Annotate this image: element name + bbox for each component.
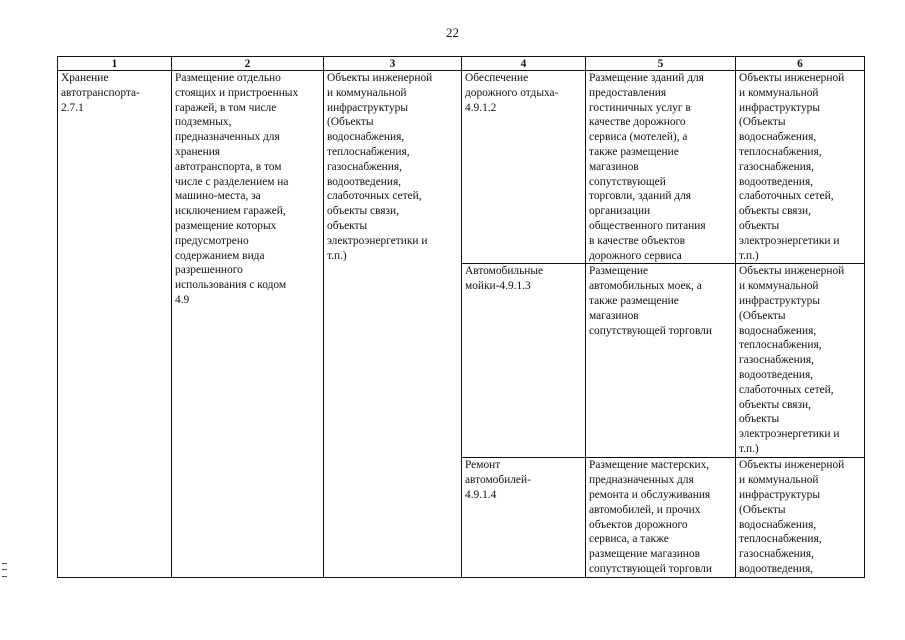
column-header-1: 1 <box>58 57 172 71</box>
page-number: 22 <box>446 25 459 40</box>
auxiliary-use-text: Автомобильные мойки-4.9.1.3 <box>465 265 544 293</box>
main-use-cell <box>58 71 172 578</box>
main-use-description-text: Размещение отдельно стоящих и пристроенных гаражей, в том числе подземных, предназначенных для хранения автотранспорта, в том числе с разделением на машино-места, за исключением гаражей, размещение которых предусмотрено содержанием вида разрешенного использования с кодом 4.9 <box>175 72 299 306</box>
auxiliary-objects-text: Объекты инженерной и коммунальной инфраструктуры (Объекты водоснабжения, теплоснабжения, газоснабжения, водоотведения, слаботочных сетей, объекты связи, объекты электроэнергетики и т.п.) <box>739 72 845 262</box>
auxiliary-description-text: Размещение автомобильных моек, а также размещение магазинов сопутствующей торговли <box>589 265 712 337</box>
auxiliary-description-text: Размещение зданий для предоставления гостиничных услуг в качестве дорожного сервиса (мотелей), а также размещение магазинов сопутствующей торговли, зданий для организации общественного питания в качестве объектов дорожного сервиса <box>589 72 706 262</box>
auxiliary-objects-text: Объекты инженерной и коммунальной инфраструктуры (Объекты водоснабжения, теплоснабжения, газоснабжения, водоотведения, слаботочных сетей, объекты связи, объекты электроэнергетики и т.п.) <box>739 265 845 455</box>
auxiliary-objects-cell <box>736 71 865 264</box>
auxiliary-use-cell <box>462 458 586 578</box>
column-header-6: 6 <box>736 57 865 71</box>
auxiliary-objects-cell <box>736 264 865 458</box>
land-use-table <box>57 56 865 578</box>
auxiliary-use-text: Ремонт автомобилей- 4.9.1.4 <box>465 459 531 501</box>
auxiliary-description-cell <box>586 458 736 578</box>
auxiliary-description-text: Размещение мастерских, предназначенных для ремонта и обслуживания автомобилей, и прочих объектов дорожного сервиса, а также размещение магазинов сопутствующей торговли <box>589 459 712 575</box>
main-use-description-cell <box>172 71 324 578</box>
main-use-text: Хранение автотранспорта- 2.7.1 <box>61 72 140 114</box>
column-header-5: 5 <box>586 57 736 71</box>
scan-edge-mark <box>2 563 7 577</box>
main-use-objects-text: Объекты инженерной и коммунальной инфраструктуры (Объекты водоснабжения, теплоснабжения, газоснабжения, водоотведения, слаботочных сетей, объекты связи, объекты электроэнергетики и т.п.) <box>327 72 433 262</box>
column-header-4: 4 <box>462 57 586 71</box>
auxiliary-use-text: Обеспечение дорожного отдыха- 4.9.1.2 <box>465 72 559 114</box>
column-header-3: 3 <box>324 57 462 71</box>
table-row <box>58 71 865 264</box>
header-row <box>58 57 865 71</box>
auxiliary-use-cell <box>462 264 586 458</box>
auxiliary-use-cell <box>462 71 586 264</box>
main-use-objects-cell <box>324 71 462 578</box>
auxiliary-objects-text: Объекты инженерной и коммунальной инфраструктуры (Объекты водоснабжения, теплоснабжения, газоснабжения, водоотведения, <box>739 459 845 575</box>
auxiliary-objects-cell <box>736 458 865 578</box>
auxiliary-description-cell <box>586 71 736 264</box>
auxiliary-description-cell <box>586 264 736 458</box>
column-header-2: 2 <box>172 57 324 71</box>
